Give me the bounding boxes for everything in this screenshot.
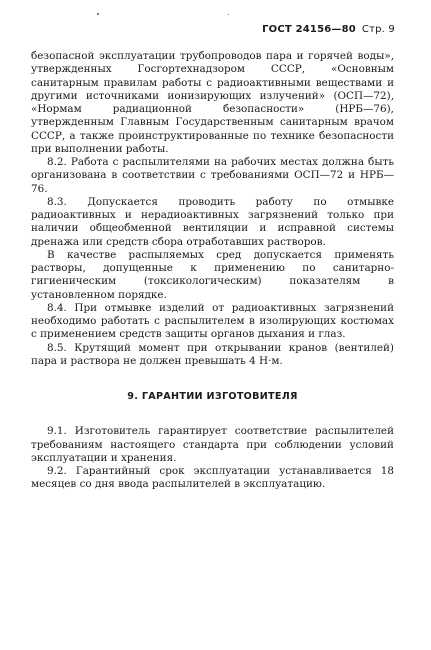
paragraph-8-3: 8.3. Допускается проводить работу по отмывке радиоактивных и нерадиоактивных загрязнений только при наличии общеобменной вентиляции и исправной системы дренажа или средств сбора отработавших растворов. — [31, 195, 394, 248]
paragraph-8-4: 8.4. При отмывке изделий от радиоактивных загрязнений необходимо работать с распылителем в изолирующих костюмах с применением средств защиты органов дыхания и глаз. — [31, 301, 394, 341]
scan-speck — [228, 14, 229, 15]
page-number: Стр. 9 — [361, 24, 395, 35]
body-text — [31, 50, 394, 492]
paragraph-8-5: 8.5. Крутящий момент при открывании кранов (вентилей) пара и раствора не должен превышать 4 Н·м. — [31, 341, 394, 367]
paragraph-8-2: 8.2. Работа с распылителями на рабочих местах должна быть организована в соответствии с требованиями ОСП—72 и НРБ—76. — [31, 156, 394, 195]
section-title: 9. ГАРАНТИИ ИЗГОТОВИТЕЛЯ — [127, 391, 298, 402]
paragraph-continuation: безопасной эксплуатации трубопроводов пара и горячей воды», утвержденных Госгортехнадзором СССР, «Основным санитарным правилам работы с радиоактивными веществами и другими источниками ионизирующих излучений» (ОСП—72), «Нормам радиационной безопасности» (НРБ—76), утвержденным Главным Государственным санитарным врачом СССР, а также проинструктированные по технике безопасности при выполнении работы. — [31, 50, 394, 155]
paragraph-solutions: В качестве распыляемых сред допускается применять растворы, допущенные к применению по санитарно-гигиеническим (токсикологическим) показателям в установленном порядке. — [31, 248, 394, 301]
paragraph-9-1: 9.1. Изготовитель гарантирует соответствие распылителей требованиям настоящего стандарта при соблюдении условий эксплуатации и хранения. — [31, 425, 394, 464]
paragraph-9-2: 9.2. Гарантийный срок эксплуатации устанавливается 18 месяцев со дня ввода распылителей в эксплуатацию. — [31, 465, 394, 491]
standard-number: ГОСТ 24156—80 — [262, 24, 356, 35]
scan-speck — [97, 13, 99, 15]
page-header — [262, 24, 395, 35]
